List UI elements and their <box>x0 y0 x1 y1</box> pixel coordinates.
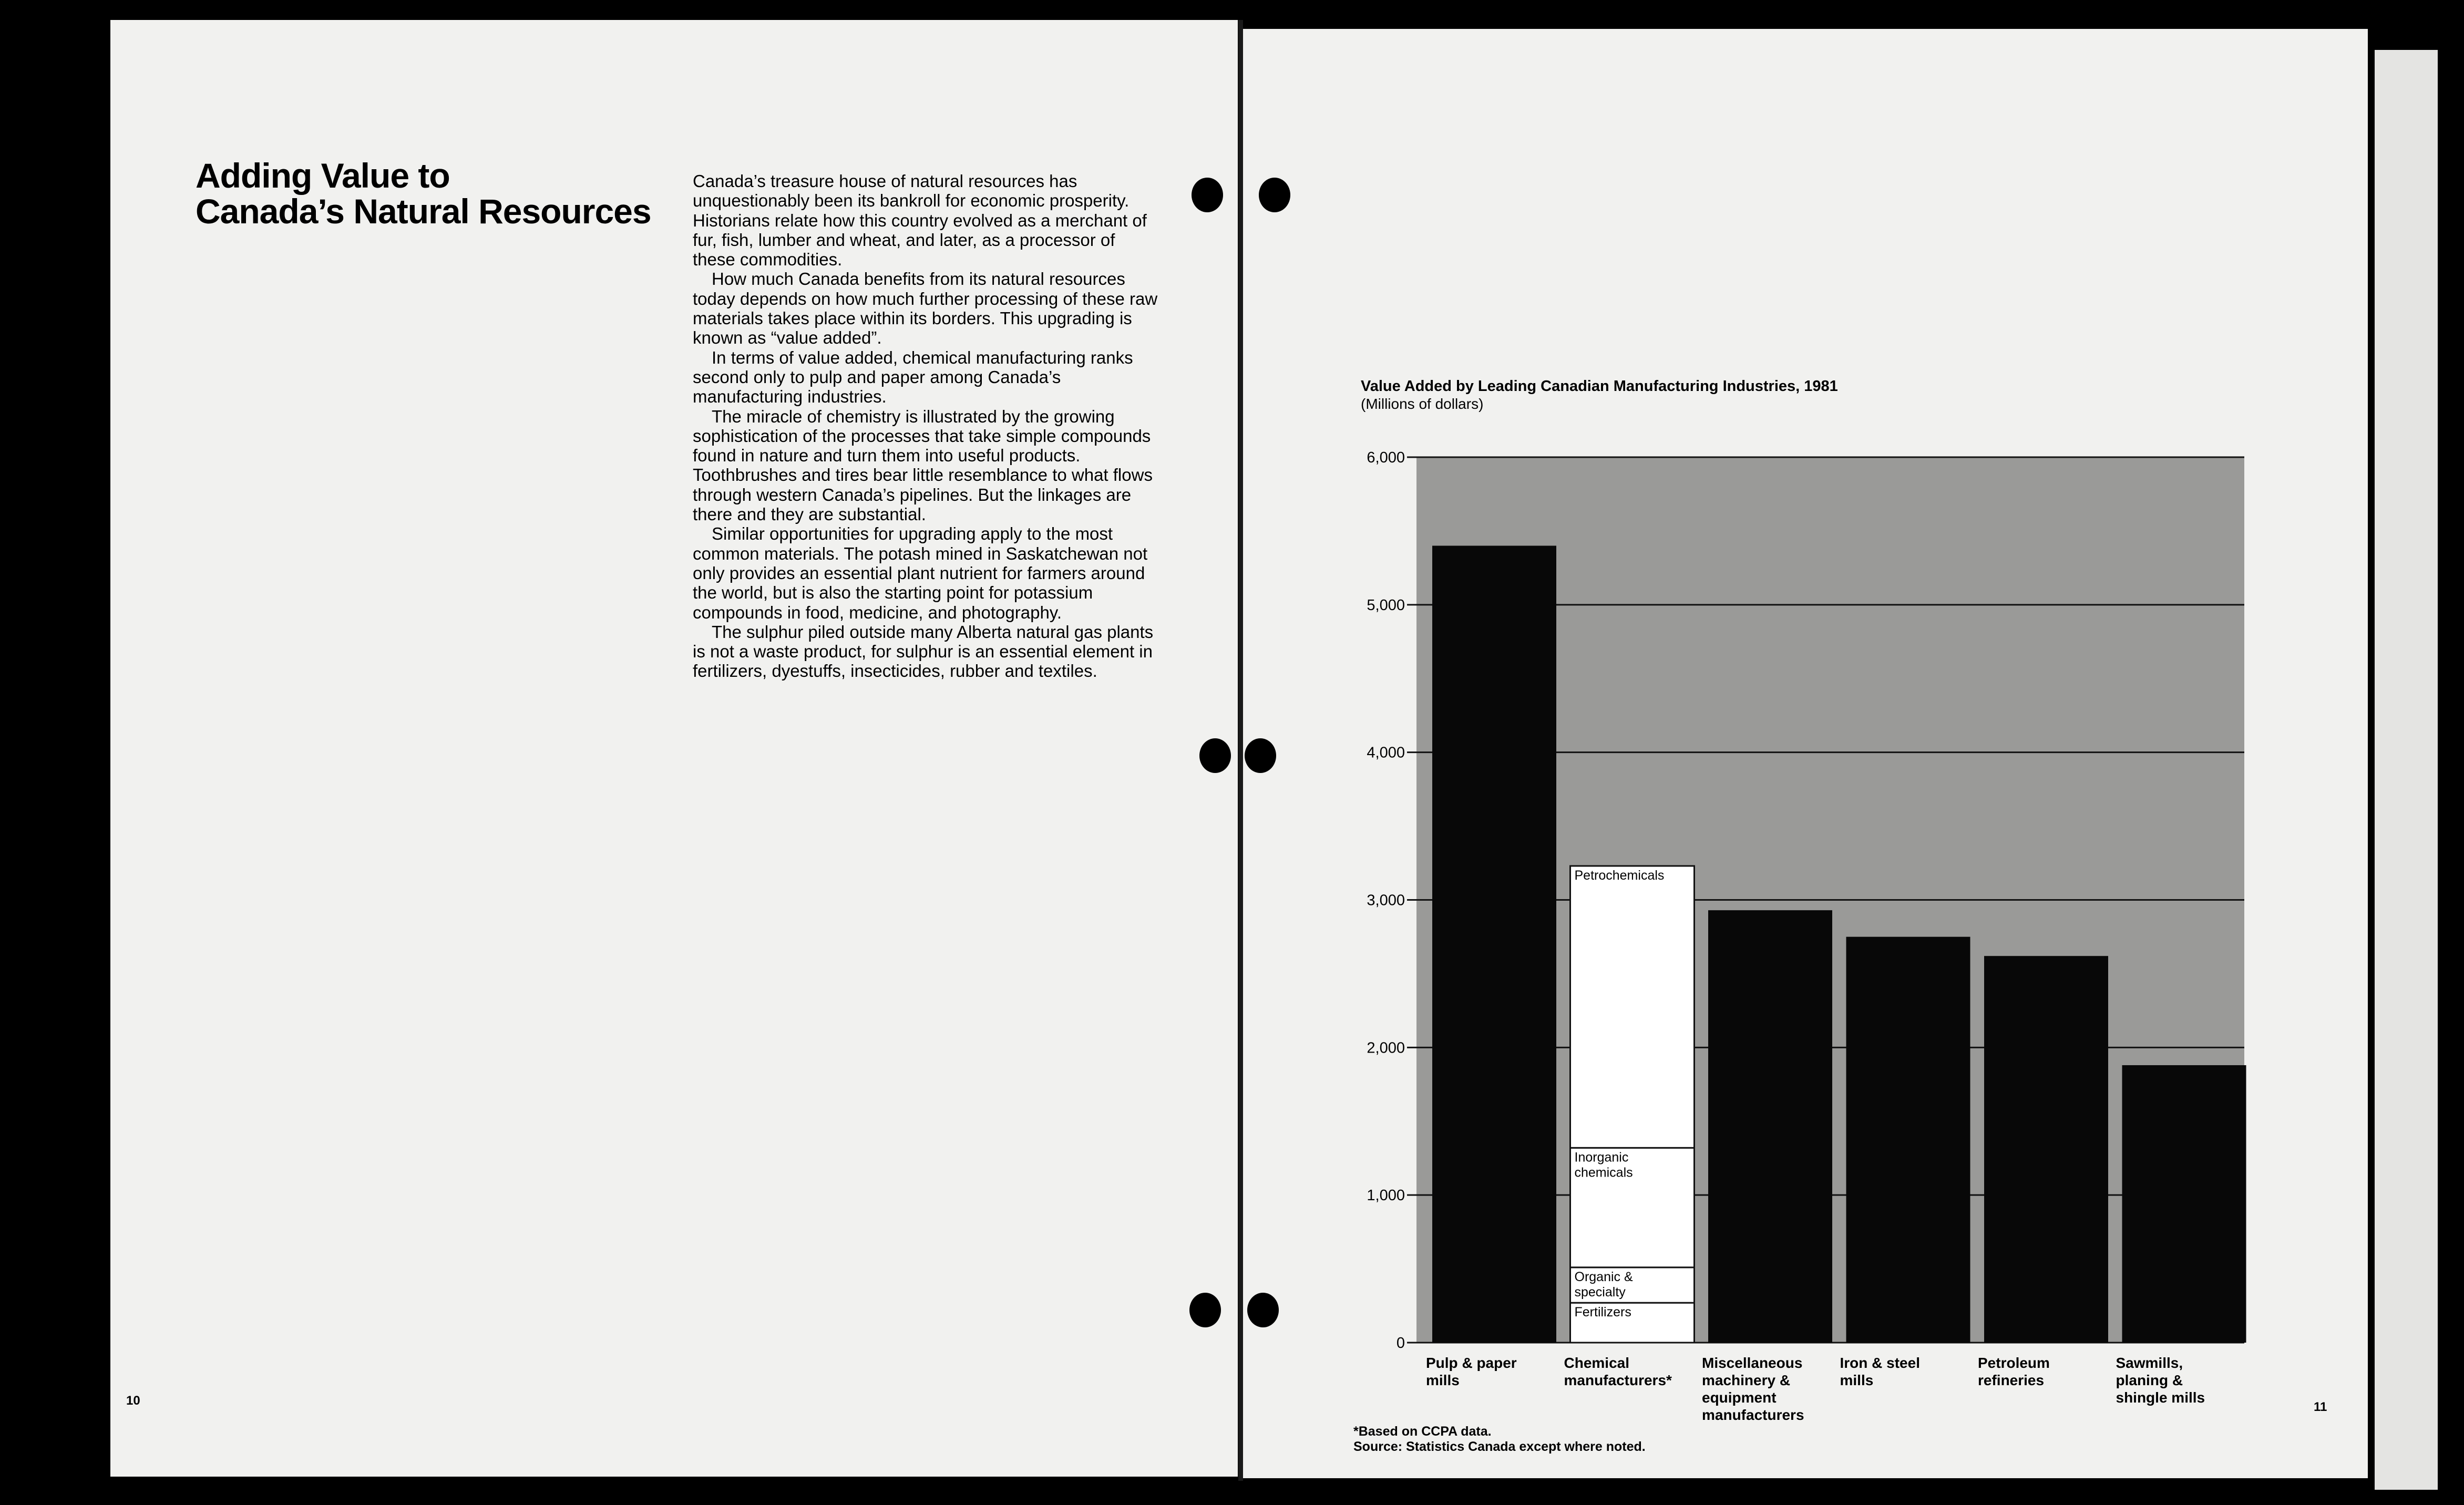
book-spine <box>1238 20 1243 1481</box>
source-note: Source: Statistics Canada except where noted. <box>1353 1439 1646 1454</box>
bar <box>1432 546 1556 1343</box>
y-tick-label: 4,000 <box>1367 744 1405 761</box>
bar <box>2122 1065 2246 1343</box>
paragraph: Canada’s treasure house of natural resources has unquestionably been its bankroll for economic prosperity. Historians relate how this country evolved as a merchant of fur, fish, lumber and wheat, and later, as a processor of these commodities. <box>693 171 1147 270</box>
stacked-segment <box>1570 866 1695 1148</box>
segment-label: chemicals <box>1574 1165 1633 1180</box>
x-tick-label: Petroleum refineries <box>1978 1355 2050 1388</box>
title-line-2: Canada’s Natural Resources <box>196 192 651 231</box>
y-tick-label: 2,000 <box>1367 1039 1405 1057</box>
segment-label: Petrochemicals <box>1574 868 1665 883</box>
bar <box>1708 910 1832 1343</box>
footnote: *Based on CCPA data. <box>1353 1424 1492 1439</box>
binder-hole <box>1199 738 1231 773</box>
page-edge <box>2375 50 2438 1490</box>
binder-hole <box>1192 178 1223 212</box>
paragraph: The miracle of chemistry is illustrated by the growing sophistication of the processes that take simple compounds found in nature and turn them into useful products. Toothbrushes and tires bear little resemblance to what flows through western Canada’s pipelines. But the linkages are there and they are substantial. <box>693 406 1153 524</box>
bar-chart <box>1361 426 2250 1351</box>
title-line-1: Adding Value to <box>196 156 450 195</box>
y-tick-label: 0 <box>1396 1335 1405 1352</box>
page-title <box>196 158 651 229</box>
body-text <box>693 171 1158 681</box>
x-tick-label: Sawmills, planing & shingle mills <box>2116 1355 2205 1406</box>
y-tick-label: 1,000 <box>1367 1187 1405 1204</box>
x-tick-label: Miscellaneous machinery & equipment manufacturers <box>1702 1355 1804 1423</box>
left-page <box>110 20 1238 1477</box>
page-number-right: 11 <box>2314 1400 2327 1414</box>
paragraph: How much Canada benefits from its natural resources today depends on how much further processing of these raw materials takes place within its borders. This upgrading is known as “value added”. <box>693 269 1158 348</box>
bar <box>1984 956 2108 1343</box>
x-tick-label: Pulp & paper mills <box>1426 1355 1517 1388</box>
x-tick-label: Iron & steel mills <box>1840 1355 1920 1388</box>
chart-title: Value Added by Leading Canadian Manufacturing Industries, 1981 <box>1361 378 1838 395</box>
binder-hole <box>1245 738 1276 773</box>
segment-label: Fertilizers <box>1574 1305 1631 1320</box>
paragraph: The sulphur piled outside many Alberta natural gas plants is not a waste product, for sulphur is an essential element in fertilizers, dyestuffs, insecticides, rubber and textiles. <box>693 622 1154 681</box>
y-tick-label: 3,000 <box>1367 892 1405 909</box>
binder-hole <box>1259 178 1290 212</box>
x-tick-label: Chemical manufacturers* <box>1564 1355 1672 1388</box>
paragraph: Similar opportunities for upgrading apply to the most common materials. The potash mined in Saskatchewan not only provides an essential plant nutrient for farmers around the world, but is also the starting point for potassium compounds in food, medicine, and photography. <box>693 524 1148 622</box>
paragraph: In terms of value added, chemical manufacturing ranks second only to pulp and paper among Canada’s manufacturing industries. <box>693 347 1133 407</box>
binder-hole <box>1189 1293 1221 1327</box>
y-tick-label: 5,000 <box>1367 596 1405 614</box>
page-number-left: 10 <box>126 1394 140 1408</box>
y-tick-label: 6,000 <box>1367 449 1405 466</box>
chart-subtitle: (Millions of dollars) <box>1361 396 1484 412</box>
right-page <box>1243 29 2368 1478</box>
binder-hole <box>1247 1293 1279 1327</box>
segment-label: Organic & <box>1574 1269 1633 1284</box>
segment-label: specialty <box>1574 1284 1626 1300</box>
segment-label: Inorganic <box>1574 1150 1629 1165</box>
bar <box>1846 937 1970 1343</box>
